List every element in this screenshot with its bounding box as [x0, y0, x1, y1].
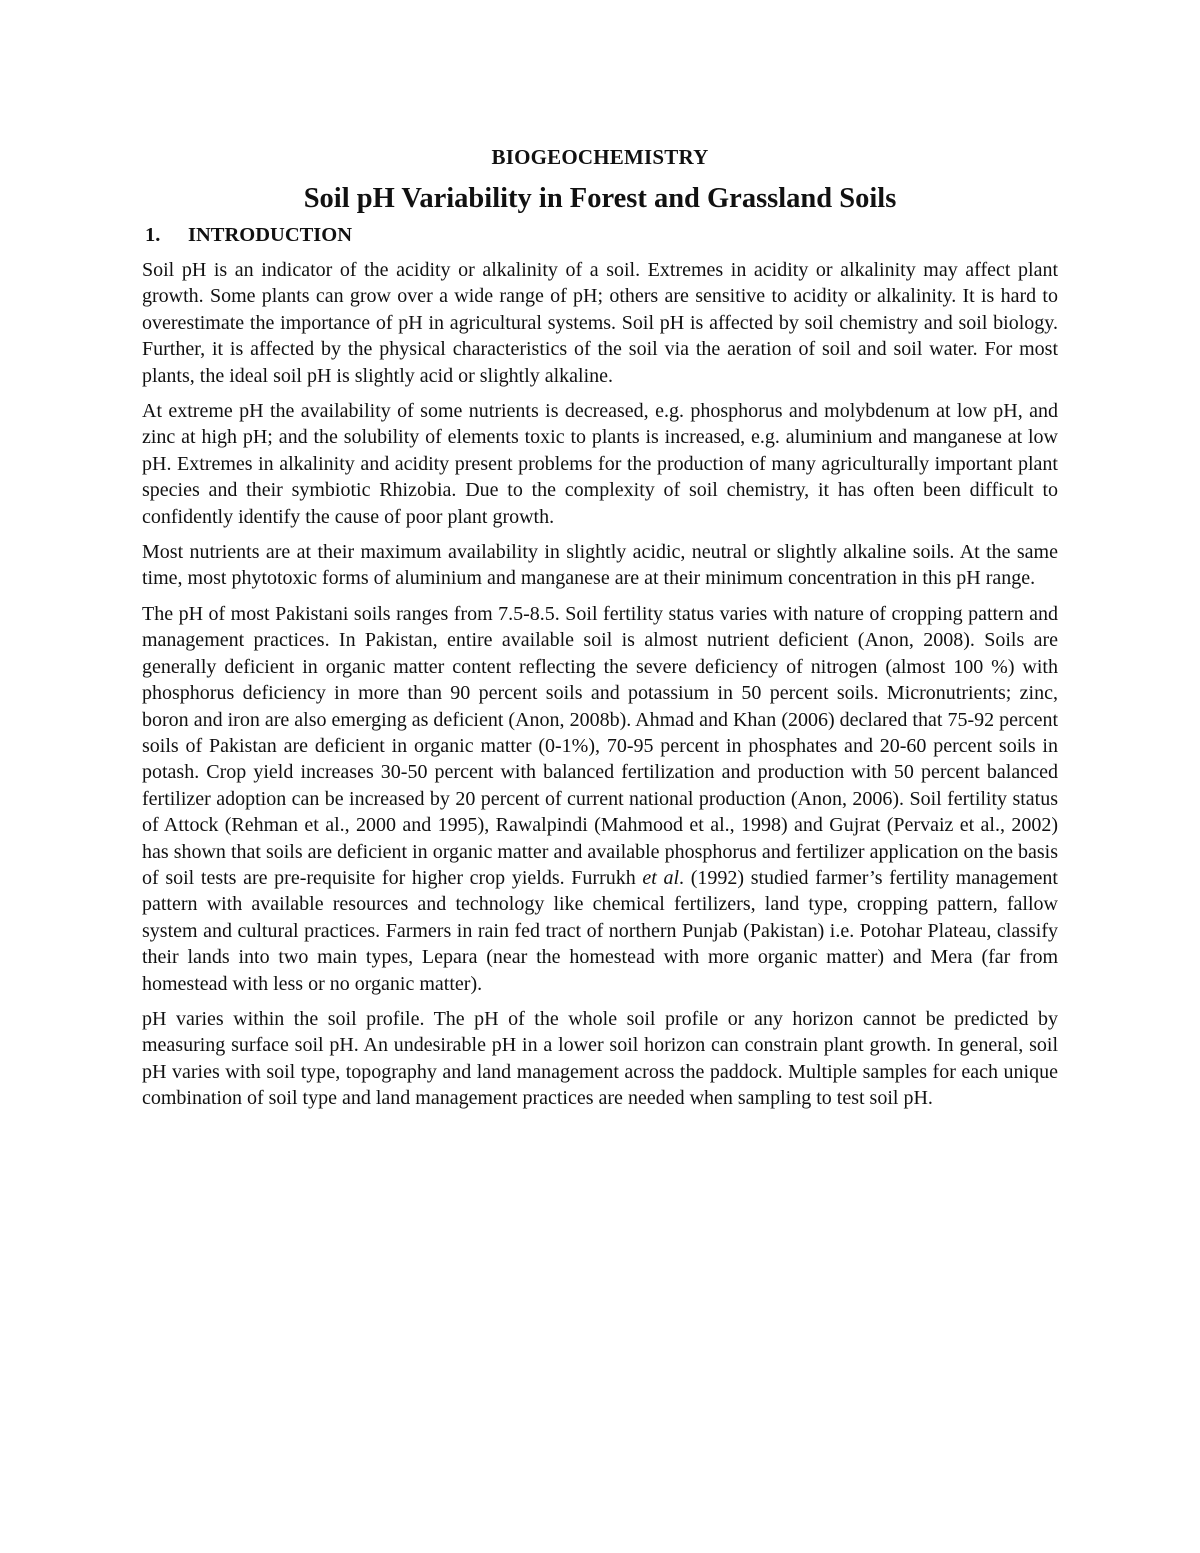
section-kicker: BIOGEOCHEMISTRY [491, 145, 709, 169]
paragraph-soil-profile: pH varies within the soil profile. The pH of the whole soil profile or any horizon cannot be predicted by measuring surface soil pH. An undesirable pH in a lower soil horizon can constrain plant growth. In general, soil pH varies with soil type, topography and land management across the paddock. Multiple samples for each unique combination of soil type and land management practices are needed when sampling to test soil pH. [142, 1007, 1058, 1110]
paragraph-extreme-ph: At extreme pH the availability of some nutrients is decreased, e.g. phosphorus and molybdenum at low pH, and zinc at high pH; and the solubility of elements toxic to plants is increased, e.g. aluminium and manganese at low pH. Extremes in alkalinity and acidity present problems for the production of many agriculturally important plant species and their symbiotic Rhizobia. Due to the complexity of soil chemistry, it has often been difficult to confidently identify the cause of poor plant growth. [142, 400, 1058, 528]
paragraph-text: . (1992) studied farmer’s fertility management pattern with available resources and technology like chemical fertilizers, land type, cropping pattern, fallow system and cultural practices. Farmers in rain fed tract of northern Punjab (Pakistan) i.e. Potohar Plateau, classify their lands into two main types, Lepara (near the homestead with more organic matter) and Mera (far from homestead with less or no organic matter). [142, 866, 1058, 995]
document-title: Soil pH Variability in Forest and Grassland Soils [303, 183, 897, 214]
page-content [142, 141, 1058, 1121]
paragraph-nutrient-availability: Most nutrients are at their maximum availability in slightly acidic, neutral or slightly alkaline soils. At the same time, most phytotoxic forms of aluminium and manganese are at their minimum concentration in this pH range. [142, 541, 1058, 590]
section-heading-text: INTRODUCTION [188, 224, 353, 246]
section-number: 1. [145, 224, 161, 246]
paragraph-text: The pH of most Pakistani soils ranges from 7.5-8.5. Soil fertility status varies with nature of cropping pattern and management practices. In Pakistan, entire available soil is almost nutrient deficient (Anon, 2008). Soils are generally deficient in organic matter content reflecting the severe deficiency of nitrogen (almost 100 %) with phosphorus deficiency in more than 90 percent soils and potassium in 50 percent soils. Micronutrients; zinc, boron and iron are also emerging as deficient (Anon, 2008b). Ahmad and Khan (2006) declared that 75-92 percent soils of Pakistan are deficient in organic matter (0-1%), 70-95 percent in phosphates and 20-60 percent soils in potash. Crop yield increases 30-50 percent with balanced fertilization and production with 50 percent balanced fertilizer adoption can be increased by 20 percent of current national production (Anon, 2006). Soil fertility status of Attock (Rehman et al., 2000 and 1995), Rawalpindi (Mahmood et al., 1998) and Gujrat (Pervaiz et al., 2002) has shown that soils are deficient in organic matter and available phosphorus and fertilizer application on the basis of soil tests are pre-requisite for higher crop yields. Furrukh [142, 602, 1058, 889]
section-heading [142, 220, 1058, 250]
emphasis-text: et al [642, 866, 680, 889]
paragraph-pakistan-soils [142, 601, 1058, 997]
paragraph-intro: Soil pH is an indicator of the acidity or alkalinity of a soil. Extremes in acidity or alkalinity may affect plant growth. Some plants can grow over a wide range of pH; others are sensitive to acidity or alkalinity. It is hard to overestimate the importance of pH in agricultural systems. Soil pH is affected by soil chemistry and soil biology. Further, it is affected by the physical characteristics of the soil via the aeration of soil and soil water. For most plants, the ideal soil pH is slightly acid or slightly alkaline. [142, 259, 1058, 387]
